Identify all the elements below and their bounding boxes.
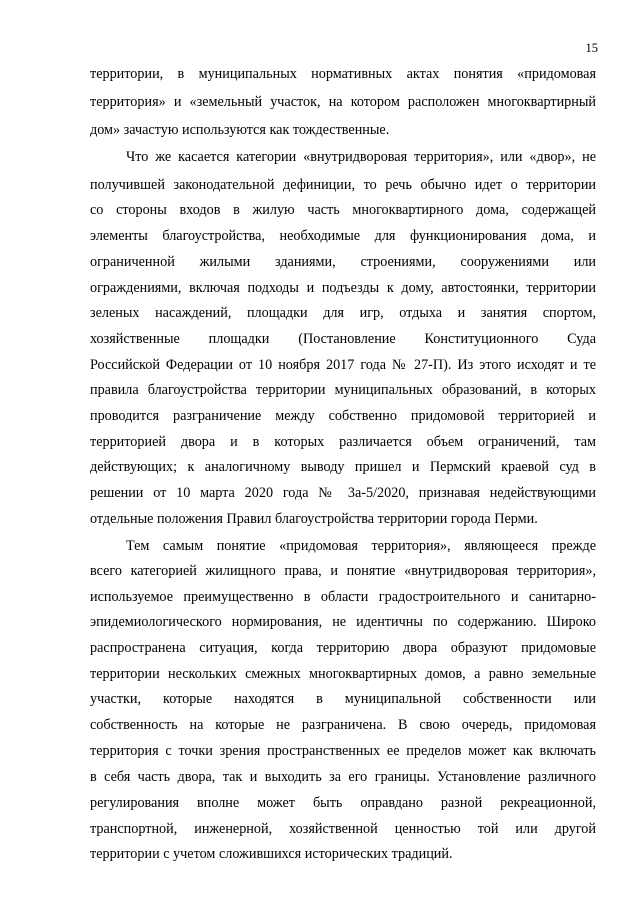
text-line: в себя часть двора, так и выходить за его границы. Установление различного bbox=[90, 769, 596, 785]
text-line: со стороны входов в жилую часть многоквартирного дома, содержащей bbox=[90, 202, 596, 218]
text-line: собственность на которые не разграничена. В свою очередь, придомовая bbox=[90, 717, 596, 733]
text-line: участки, которые находятся в муниципальной собственности или bbox=[90, 691, 596, 707]
text-line: получившей законодательной дефиниции, то речь обычно идет о территории bbox=[90, 177, 596, 193]
text-line: элементы благоустройства, необходимые для функционирования дома, и bbox=[90, 228, 596, 244]
text-line: проводится разграничение между собственно придомовой территорией и bbox=[90, 408, 596, 424]
text-line: хозяйственные площадки (Постановление Конституционного Суда bbox=[90, 331, 596, 347]
text-line: регулирования вполне может быть оправдано разной рекреационной, bbox=[90, 795, 596, 811]
text-line: Тем самым понятие «придомовая территория», являющееся прежде bbox=[126, 538, 596, 554]
text-line: решении от 10 марта 2020 года № 3а-5/2020, признавая недействующими bbox=[90, 485, 596, 501]
text-line: эпидемиологического нормирования, не идентичны по содержанию. Широко bbox=[90, 614, 596, 630]
text-line: дом» зачастую используются как тождественные. bbox=[90, 122, 390, 138]
text-line: зеленых насаждений, площадки для игр, отдыха и занятия спортом, bbox=[90, 305, 596, 321]
text-line: территория» и «земельный участок, на котором расположен многоквартирный bbox=[90, 94, 596, 110]
text-line: территории с учетом сложившихся исторических традиций. bbox=[90, 846, 453, 862]
page-number: 15 bbox=[585, 41, 598, 55]
text-line: территории, в муниципальных нормативных актах понятия «придомовая bbox=[90, 66, 596, 82]
text-line: Что же касается категории «внутридворовая территория», или «двор», не bbox=[126, 149, 596, 165]
text-line: действующих; к аналогичному выводу пришел и Пермский краевой суд в bbox=[90, 459, 596, 475]
text-line: распространена ситуация, когда территорию двора образуют придомовые bbox=[90, 640, 596, 656]
text-line: Российской Федерации от 10 ноября 2017 года № 27-П). Из этого исходят и те bbox=[90, 357, 596, 373]
text-line: ограждениями, включая подходы и подъезды к дому, автостоянки, территории bbox=[90, 280, 596, 296]
text-line: отдельные положения Правил благоустройства территории города Перми. bbox=[90, 511, 538, 527]
text-line: территория с точки зрения пространственных ее пределов может как включать bbox=[90, 743, 596, 759]
text-line: используемое преимущественно в области градостроительного и санитарно- bbox=[90, 589, 596, 605]
text-line: территории нескольких смежных многоквартирных домов, а равно земельные bbox=[90, 666, 596, 682]
text-line: всего категорией жилищного права, и понятие «внутридворовая территория», bbox=[90, 563, 596, 579]
text-line: территорией двора и в которых различается объем ограничений, там bbox=[90, 434, 596, 450]
text-line: ограниченной жилыми зданиями, строениями, сооружениями или bbox=[90, 254, 596, 270]
text-line: транспортной, инженерной, хозяйственной ценностью той или другой bbox=[90, 821, 596, 837]
text-line: правила благоустройства территории муниципальных образований, в которых bbox=[90, 382, 596, 398]
